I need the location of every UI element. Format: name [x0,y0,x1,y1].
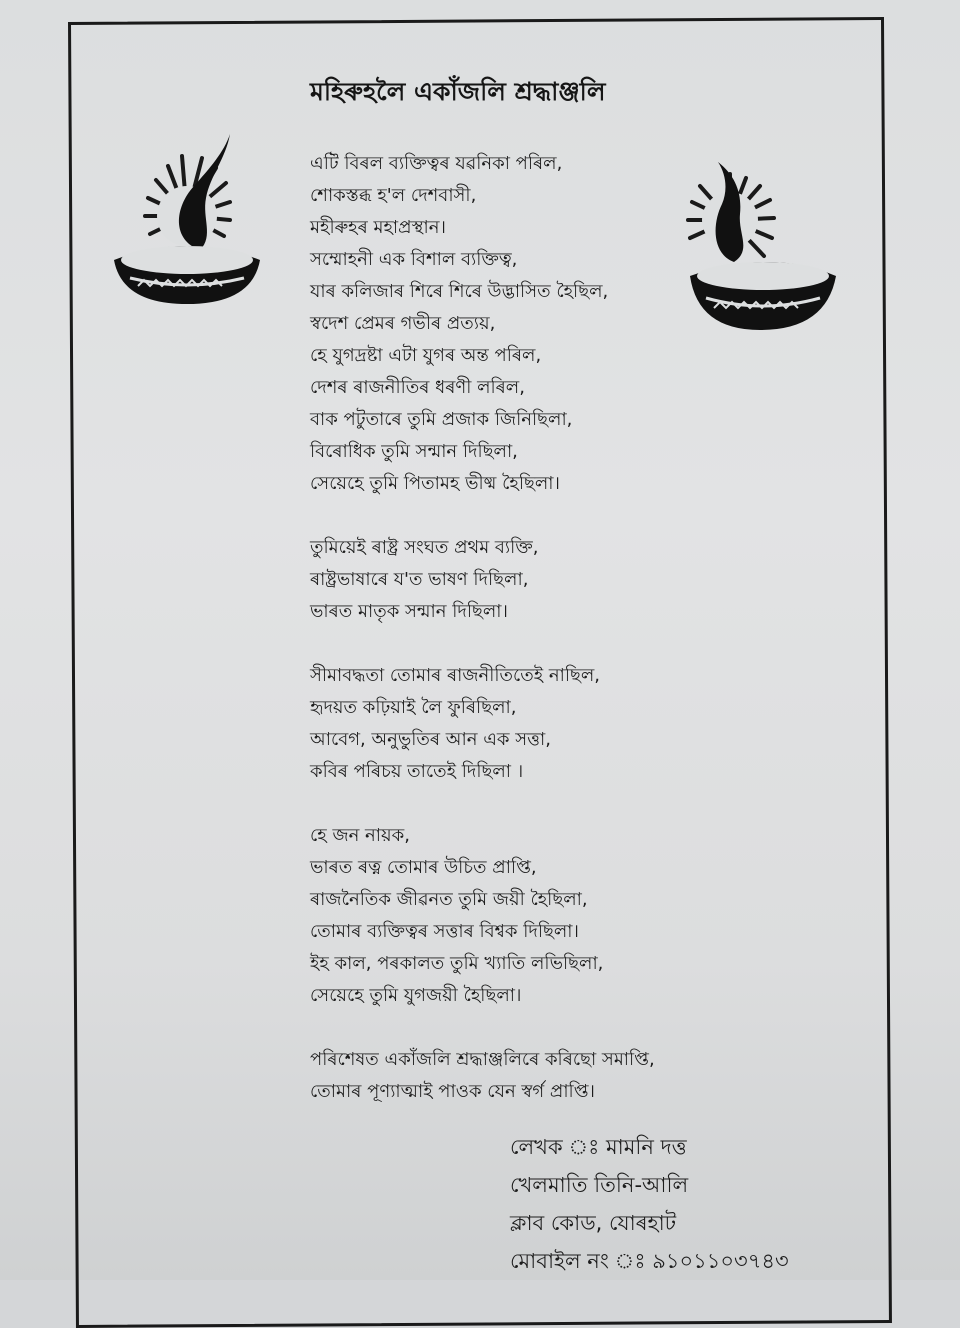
poem-line: তোমাৰ পূণ্যাত্মাই পাওক যেন স্বৰ্গ প্ৰাপ্তি। [310,1081,595,1102]
poem-line: বাক পটুতাৰে তুমি প্ৰজাক জিনিছিলা, [310,409,573,430]
author-address: ক্লাব কোড, যোৰহাট [510,1211,677,1235]
stanza-4 [310,820,790,1012]
poem-line: পৰিশেষত একাঁজলি শ্ৰদ্ধাঞ্জলিৰে কৰিছো সমাপ্তি, [310,1049,655,1070]
poem-line: ৰাষ্ট্ৰভাষাৰে য'ত ভাষণ দিছিলা, [310,569,529,590]
poem-line: কবিৰ পৰিচয় তাতেই দিছিলা । [310,761,524,782]
stanza-5 [310,1044,790,1108]
poem-line: ৰাজনৈতিক জীৱনত তুমি জয়ী হৈছিলা, [310,889,588,910]
oil-lamp-icon [102,128,272,304]
poem-line: তোমাৰ ব্যক্তিত্বৰ সত্তাৰ বিশ্বক দিছিলা। [310,921,579,942]
author-mobile: মোবাইল নং ঃ ৯১০১১০৩৭৪৩ [510,1249,789,1273]
poem-line: সেয়েহে তুমি পিতামহ ভীষ্ম হৈছিলা। [310,473,560,494]
poem-line: এটি বিৰল ব্যক্তিত্বৰ যৱনিকা পৰিল, [310,153,563,174]
poem-line: শোকস্তব্ধ হ'ল দেশবাসী, [310,185,477,206]
stanza-2 [310,532,790,628]
stanza-1 [310,148,790,500]
author-name: লেখক ঃ মামনি দত্ত [510,1135,687,1159]
poem-line: তুমিয়েই ৰাষ্ট্ৰ সংঘত প্ৰথম ব্যক্তি, [310,537,539,558]
poem-line: হে জন নায়ক, [310,825,410,846]
poem-line: ইহ কাল, পৰকালত তুমি খ্যাতি লভিছিলা, [310,953,604,974]
poem-line: স্বদেশ প্ৰেমৰ গভীৰ প্ৰত্যয়, [310,313,496,334]
poem-line: সেয়েহে তুমি যুগজয়ী হৈছিলা। [310,985,522,1006]
poem-line: আবেগ, অনুভুতিৰ আন এক সত্তা, [310,729,551,750]
poem-line: সীমাবদ্ধতা তোমাৰ ৰাজনীতিতেই নাছিল, [310,665,601,686]
poem-line: দেশৰ ৰাজনীতিৰ ধৰণী লৰিল, [310,377,525,398]
author-address: খেলমাতি তিনি-আলি [510,1173,689,1197]
author-signature [510,1128,890,1280]
poem-body [310,148,790,1140]
poem-line: হে যুগদ্ৰষ্টা এটা যুগৰ অন্ত পৰিল, [310,345,542,366]
poem-line: সম্মোহনী এক বিশাল ব্যক্তিত্ব, [310,249,518,270]
stanza-3 [310,660,790,788]
poem-line: হৃদয়ত কঢ়িয়াই লৈ ফুৰিছিলা, [310,697,517,718]
poem-title: মহিৰুহলৈ একাঁজলি শ্ৰদ্ধাঞ্জলি [310,77,606,106]
poem-line: বিৰোধিক তুমি সন্মান দিছিলা, [310,441,518,462]
poem-line: যাৰ কলিজাৰ শিৰে শিৰে উদ্ভাসিত হৈছিল, [310,281,609,302]
poem-line: মহীৰুহৰ মহাপ্ৰস্থান। [310,217,446,238]
poem-line: ভাৰত ৰত্ন তোমাৰ উচিত প্ৰাপ্তি, [310,857,537,878]
poem-line: ভাৰত মাতৃক সন্মান দিছিলা। [310,601,508,622]
